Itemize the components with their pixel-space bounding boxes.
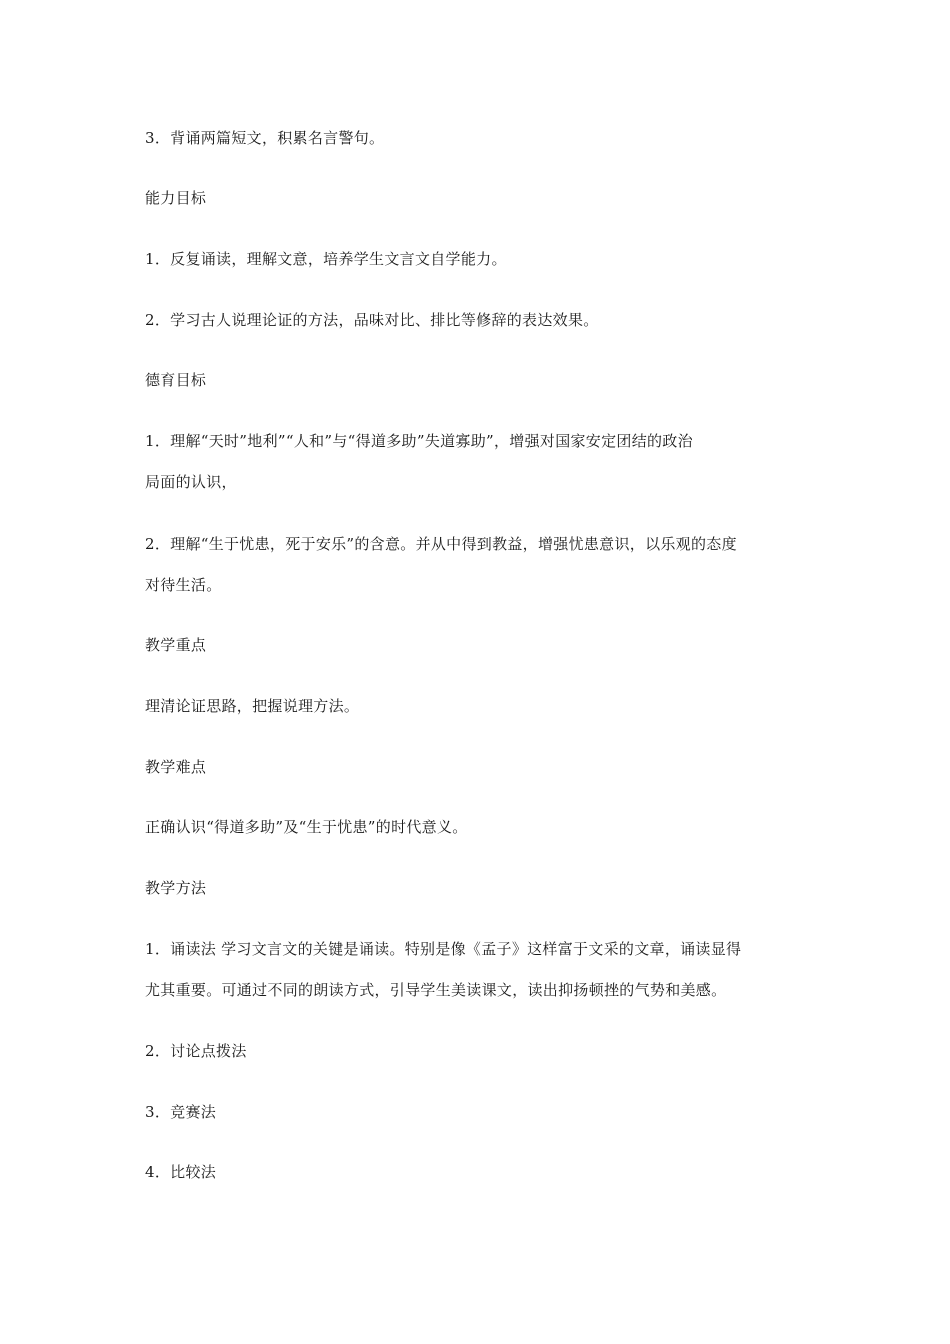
moral-item-2-line-2: 对待生活。: [145, 576, 222, 594]
heading-teaching-methods: 教学方法: [145, 879, 207, 897]
method-item-1-line-2: 尤其重要。可通过不同的朗读方式，引导学生美读课文，读出抑扬顿挫的气势和美感。: [145, 981, 727, 999]
heading-ability-goals: 能力目标: [145, 189, 207, 207]
moral-item-1-line-1: 1．理解“天时”地利”“人和”与“得道多助”失道寡助”，增强对国家安定团结的政治: [145, 432, 693, 450]
method-item-4: 4．比较法: [145, 1163, 217, 1181]
teaching-difficulty-text: 正确认识“得道多助”及“生于忧患”的时代意义。: [145, 818, 468, 836]
heading-teaching-focus: 教学重点: [145, 636, 207, 654]
ability-item-1: 1．反复诵读，理解文意，培养学生文言文自学能力。: [145, 250, 507, 268]
teaching-focus-text: 理清论证思路，把握说理方法。: [145, 697, 360, 715]
goal-item-3-recite: 3．背诵两篇短文，积累名言警句。: [145, 129, 385, 147]
moral-item-2-line-1: 2．理解“生于忧患，死于安乐”的含意。并从中得到教益，增强忧患意识，以乐观的态度: [145, 535, 737, 553]
method-item-2: 2．讨论点拨法: [145, 1042, 247, 1060]
method-item-3: 3．竞赛法: [145, 1103, 217, 1121]
heading-teaching-difficulty: 教学难点: [145, 758, 207, 776]
moral-item-1-line-2: 局面的认识，: [145, 473, 237, 491]
heading-moral-goals: 德育目标: [145, 371, 207, 389]
method-item-1-line-1: 1．诵读法 学习文言文的关键是诵读。特别是像《孟子》这样富于文采的文章，诵读显得: [145, 940, 742, 958]
ability-item-2: 2．学习古人说理论证的方法，品味对比、排比等修辞的表达效果。: [145, 311, 599, 329]
